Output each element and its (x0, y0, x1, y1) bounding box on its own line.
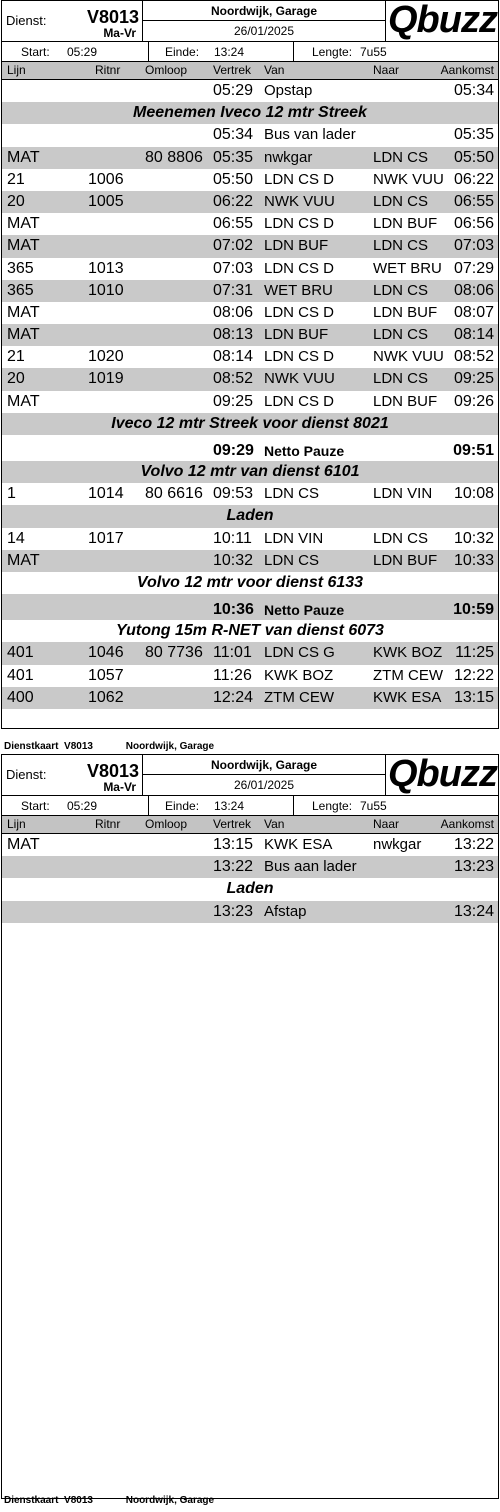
cell-lijn: 21 (7, 170, 25, 188)
cell-naar: nwkgar (373, 836, 422, 853)
trip-row (2, 368, 498, 390)
cell-aankomst: 11:25 (455, 644, 494, 662)
footer-location: Noordwijk, Garage (125, 741, 215, 752)
cell-naar: LDN CS (373, 192, 429, 210)
start-label: Start: (21, 45, 50, 59)
cell-ritnr: 1057 (88, 666, 124, 684)
trip-row (2, 280, 498, 302)
trip-rows (2, 834, 498, 923)
cell-vertrek: 10:36 (213, 601, 254, 619)
cell-naar: LDN CS (373, 237, 429, 255)
cell-van: Netto Pauze (264, 443, 345, 459)
cell-vertrek: 10:32 (213, 551, 254, 569)
cell-aankomst: 06:55 (453, 192, 494, 210)
cell-naar: LDN BUF (373, 551, 438, 569)
cell-aankomst: 05:34 (453, 82, 494, 99)
end-label: Einde: (165, 45, 200, 59)
trip-row (2, 258, 498, 280)
cell-vertrek: 05:50 (213, 170, 254, 188)
cell-aankomst: 08:52 (453, 348, 494, 366)
cell-van: LDN BUF (264, 237, 329, 255)
cell-naar: LDN BUF (373, 303, 438, 321)
cell-lijn: MAT (7, 392, 40, 410)
cell-lijn: MAT (7, 836, 40, 853)
cell-aankomst: 05:35 (453, 126, 494, 144)
start-label: Start: (21, 799, 50, 813)
start-cell (2, 42, 149, 62)
cell-ritnr: 1005 (88, 192, 124, 210)
cell-naar: ZTM CEW (373, 666, 443, 684)
trip-row (2, 665, 498, 687)
qbuzz-logo: Qbuzz (388, 753, 497, 795)
cell-ritnr: 1014 (88, 485, 124, 503)
cell-naar: LDN CS (373, 281, 429, 299)
cell-vertrek: 11:26 (213, 666, 252, 684)
start-time: 05:29 (67, 799, 98, 813)
col-omloop: Omloop (145, 817, 188, 831)
trip-row (2, 80, 498, 102)
trip-row (2, 346, 498, 368)
cell-vertrek: 09:29 (213, 442, 254, 459)
shift-info (2, 42, 498, 62)
cell-van: LDN CS G (264, 644, 335, 662)
col-van: Van (264, 63, 285, 77)
cell-ritnr: 1010 (88, 281, 124, 299)
col-naar: Naar (373, 63, 400, 77)
cell-lijn: MAT (7, 303, 40, 321)
dienstkaart-page-1 (0, 0, 500, 752)
cell-aankomst: 08:07 (453, 303, 494, 321)
cell-vertrek: 08:52 (213, 370, 254, 388)
cell-lijn: 20 (7, 370, 25, 388)
col-ritnr: Ritnr (95, 63, 121, 77)
trip-row (2, 147, 498, 169)
section-header: Meenemen Iveco 12 mtr Streek (2, 102, 498, 124)
column-headers (2, 816, 498, 834)
cell-van: LDN CS D (264, 392, 335, 410)
cell-van: NWK VUU (264, 192, 335, 210)
cell-van: LDN CS (264, 551, 320, 569)
trip-row (2, 391, 498, 413)
cell-lijn: MAT (7, 326, 40, 344)
cell-aankomst: 09:25 (453, 370, 494, 388)
cell-ritnr: 1062 (88, 688, 124, 706)
trip-row (2, 528, 498, 550)
col-lijn: Lijn (7, 817, 26, 831)
dienst-label: Dienst: (6, 13, 47, 28)
cell-lijn: 400 (7, 688, 34, 706)
cell-naar: LDN CS (373, 529, 429, 547)
trip-row (2, 687, 498, 709)
cell-van: Bus aan lader (264, 858, 357, 876)
cell-aankomst: 13:22 (453, 836, 494, 853)
cell-aankomst: 09:26 (453, 392, 494, 410)
cell-aankomst: 10:08 (453, 485, 494, 503)
shift-info (2, 796, 498, 816)
dienstkaart-page-2 (0, 753, 500, 1506)
dienst-label: Dienst: (6, 767, 47, 782)
column-headers (2, 62, 498, 80)
col-lijn: Lijn (7, 63, 26, 77)
cell-vertrek: 13:22 (213, 858, 254, 876)
cell-aankomst: 07:29 (453, 259, 494, 277)
dienst-cell (2, 1, 143, 41)
cell-omloop: 80 7736 (145, 644, 203, 662)
cell-naar: KWK ESA (373, 688, 442, 706)
cell-lijn: MAT (7, 148, 40, 166)
dienst-number: V8013 (86, 7, 139, 27)
section-header: Yutong 15m R-NET van dienst 6073 (2, 620, 498, 642)
trip-row (2, 550, 498, 572)
cell-lijn: 365 (7, 259, 34, 277)
cell-aankomst: 06:22 (453, 170, 494, 188)
header (2, 755, 498, 796)
cell-aankomst: 07:03 (453, 237, 494, 255)
cell-vertrek: 07:02 (213, 237, 254, 255)
cell-aankomst: 10:59 (453, 601, 494, 619)
footer-dienst: V8013 (64, 741, 93, 752)
start-cell (2, 796, 149, 816)
section-header: Volvo 12 mtr van dienst 6101 (2, 461, 498, 483)
trip-row (2, 235, 498, 257)
cell-naar: LDN VIN (373, 485, 433, 503)
cell-van: Bus van lader (264, 126, 356, 144)
location: Noordwijk, Garage (143, 3, 385, 21)
cell-vertrek: 09:53 (213, 485, 254, 503)
cell-vertrek: 07:03 (213, 259, 254, 277)
trip-row (2, 483, 498, 505)
dienst-number: V8013 (86, 761, 139, 781)
cell-vertrek: 05:35 (213, 148, 254, 166)
cell-ritnr: 1019 (88, 370, 124, 388)
cell-aankomst: 05:50 (453, 148, 494, 166)
cell-van: LDN CS D (264, 303, 335, 321)
cell-van: LDN CS D (264, 215, 335, 233)
cell-lijn: MAT (7, 215, 40, 233)
trip-row (2, 324, 498, 346)
cell-ritnr: 1006 (88, 170, 124, 188)
cell-ritnr: 1046 (88, 644, 124, 662)
logo-cell (386, 1, 498, 41)
cell-van: LDN CS D (264, 259, 335, 277)
end-time: 13:24 (214, 799, 245, 813)
cell-van: LDN CS D (264, 348, 335, 366)
end-label: Einde: (165, 799, 200, 813)
trip-row (2, 191, 498, 213)
cell-naar: WET BRU (373, 259, 442, 277)
trip-row (2, 213, 498, 235)
trip-row (2, 834, 498, 856)
section-header: Laden (2, 505, 498, 527)
cell-naar: LDN CS (373, 370, 429, 388)
header (2, 1, 498, 42)
end-cell (149, 42, 294, 62)
cell-vertrek: 12:24 (213, 688, 254, 706)
cell-van: Afstap (264, 902, 307, 920)
col-aankomst: Aankomst (440, 63, 494, 77)
length-label: Lengte: (312, 799, 353, 813)
cell-van: NWK VUU (264, 370, 335, 388)
cell-aankomst: 13:23 (453, 858, 494, 876)
col-aankomst: Aankomst (440, 817, 494, 831)
cell-vertrek: 08:14 (213, 348, 254, 366)
cell-aankomst: 08:14 (453, 326, 494, 344)
cell-aankomst: 08:06 (453, 281, 494, 299)
cell-vertrek: 10:11 (213, 529, 252, 547)
qbuzz-logo: Qbuzz (388, 0, 497, 41)
col-ritnr: Ritnr (95, 817, 121, 831)
cell-naar: NWK VUU (373, 170, 444, 188)
location-cell (143, 1, 386, 41)
cell-omloop: 80 6616 (145, 485, 203, 503)
page-frame (1, 0, 499, 729)
cell-aankomst: 13:15 (453, 688, 494, 706)
cell-aankomst: 10:32 (453, 529, 494, 547)
trip-row (2, 124, 498, 146)
cell-lijn: MAT (7, 237, 40, 255)
trip-row (2, 302, 498, 324)
length-label: Lengte: (312, 45, 353, 59)
cell-vertrek: 11:01 (213, 644, 252, 662)
cell-ritnr: 1020 (88, 348, 124, 366)
cell-vertrek: 06:22 (213, 192, 254, 210)
cell-van: WET BRU (264, 281, 333, 299)
cell-lijn: 365 (7, 281, 34, 299)
cell-vertrek: 13:15 (213, 836, 254, 853)
cell-vertrek: 08:13 (213, 326, 254, 344)
footer-label: Dienstkaart (4, 1495, 59, 1506)
cell-lijn: 20 (7, 192, 25, 210)
cell-aankomst: 09:51 (453, 442, 494, 459)
section-header: Iveco 12 mtr Streek voor dienst 8021 (2, 413, 498, 435)
cell-naar: LDN BUF (373, 392, 438, 410)
footer-label: Dienstkaart (4, 741, 59, 752)
cell-lijn: 401 (7, 666, 34, 684)
section-header: Volvo 12 mtr voor dienst 6133 (2, 572, 498, 594)
dienst-cell (2, 755, 143, 795)
cell-van: LDN BUF (264, 326, 329, 344)
cell-naar: LDN CS (373, 148, 429, 166)
footer (4, 1495, 214, 1506)
cell-naar: KWK BOZ (373, 644, 443, 662)
cell-vertrek: 08:06 (213, 303, 254, 321)
start-time: 05:29 (67, 45, 98, 59)
location-cell (143, 755, 386, 795)
dienst-days: Ma-Vr (103, 26, 136, 40)
cell-van: LDN CS D (264, 170, 335, 188)
length-value: 7u55 (360, 45, 387, 59)
cell-vertrek: 06:55 (213, 215, 254, 233)
cell-lijn: 21 (7, 348, 25, 366)
trip-row (2, 901, 498, 923)
cell-aankomst: 10:33 (453, 551, 494, 569)
cell-van: ZTM CEW (264, 688, 334, 706)
pause-row (2, 435, 498, 461)
col-van: Van (264, 817, 285, 831)
section-header: Laden (2, 878, 498, 900)
cell-lijn: 401 (7, 644, 34, 662)
length-cell (294, 42, 498, 62)
dienst-days: Ma-Vr (103, 780, 136, 794)
cell-omloop: 80 8806 (145, 148, 203, 166)
cell-van: LDN CS (264, 485, 320, 503)
length-cell (294, 796, 498, 816)
location: Noordwijk, Garage (143, 757, 385, 775)
date: 26/01/2025 (233, 778, 295, 792)
cell-ritnr: 1017 (88, 529, 124, 547)
trip-row (2, 642, 498, 664)
cell-naar: LDN BUF (373, 215, 438, 233)
cell-lijn: MAT (7, 551, 40, 569)
cell-vertrek: 09:25 (213, 392, 254, 410)
col-naar: Naar (373, 817, 400, 831)
cell-naar: NWK VUU (373, 348, 444, 366)
trip-row (2, 169, 498, 191)
cell-ritnr: 1013 (88, 259, 124, 277)
cell-aankomst: 12:22 (453, 666, 494, 684)
cell-vertrek: 05:34 (213, 126, 254, 144)
cell-lijn: 1 (7, 485, 16, 503)
cell-van: nwkgar (264, 148, 313, 166)
cell-vertrek: 13:23 (213, 902, 254, 920)
trip-rows (2, 80, 498, 709)
cell-aankomst: 06:56 (453, 215, 494, 233)
end-time: 13:24 (214, 45, 245, 59)
pause-row (2, 594, 498, 620)
cell-vertrek: 05:29 (213, 82, 254, 99)
footer (4, 741, 214, 752)
cell-van: Opstap (264, 82, 313, 99)
cell-van: Netto Pauze (264, 602, 345, 619)
cell-van: KWK BOZ (264, 666, 334, 684)
cell-van: KWK ESA (264, 836, 333, 853)
cell-vertrek: 07:31 (213, 281, 254, 299)
cell-naar: LDN CS (373, 326, 429, 344)
footer-location: Noordwijk, Garage (125, 1495, 215, 1506)
logo-cell (386, 755, 498, 795)
cell-lijn: 14 (7, 529, 25, 547)
col-vertrek: Vertrek (213, 63, 252, 77)
end-cell (149, 796, 294, 816)
trip-row (2, 856, 498, 878)
footer-dienst: V8013 (64, 1495, 93, 1506)
col-vertrek: Vertrek (213, 817, 252, 831)
page-frame (1, 754, 499, 1499)
length-value: 7u55 (360, 799, 387, 813)
cell-aankomst: 13:24 (453, 902, 494, 920)
col-omloop: Omloop (145, 63, 188, 77)
date: 26/01/2025 (233, 24, 295, 38)
cell-van: LDN VIN (264, 529, 324, 547)
